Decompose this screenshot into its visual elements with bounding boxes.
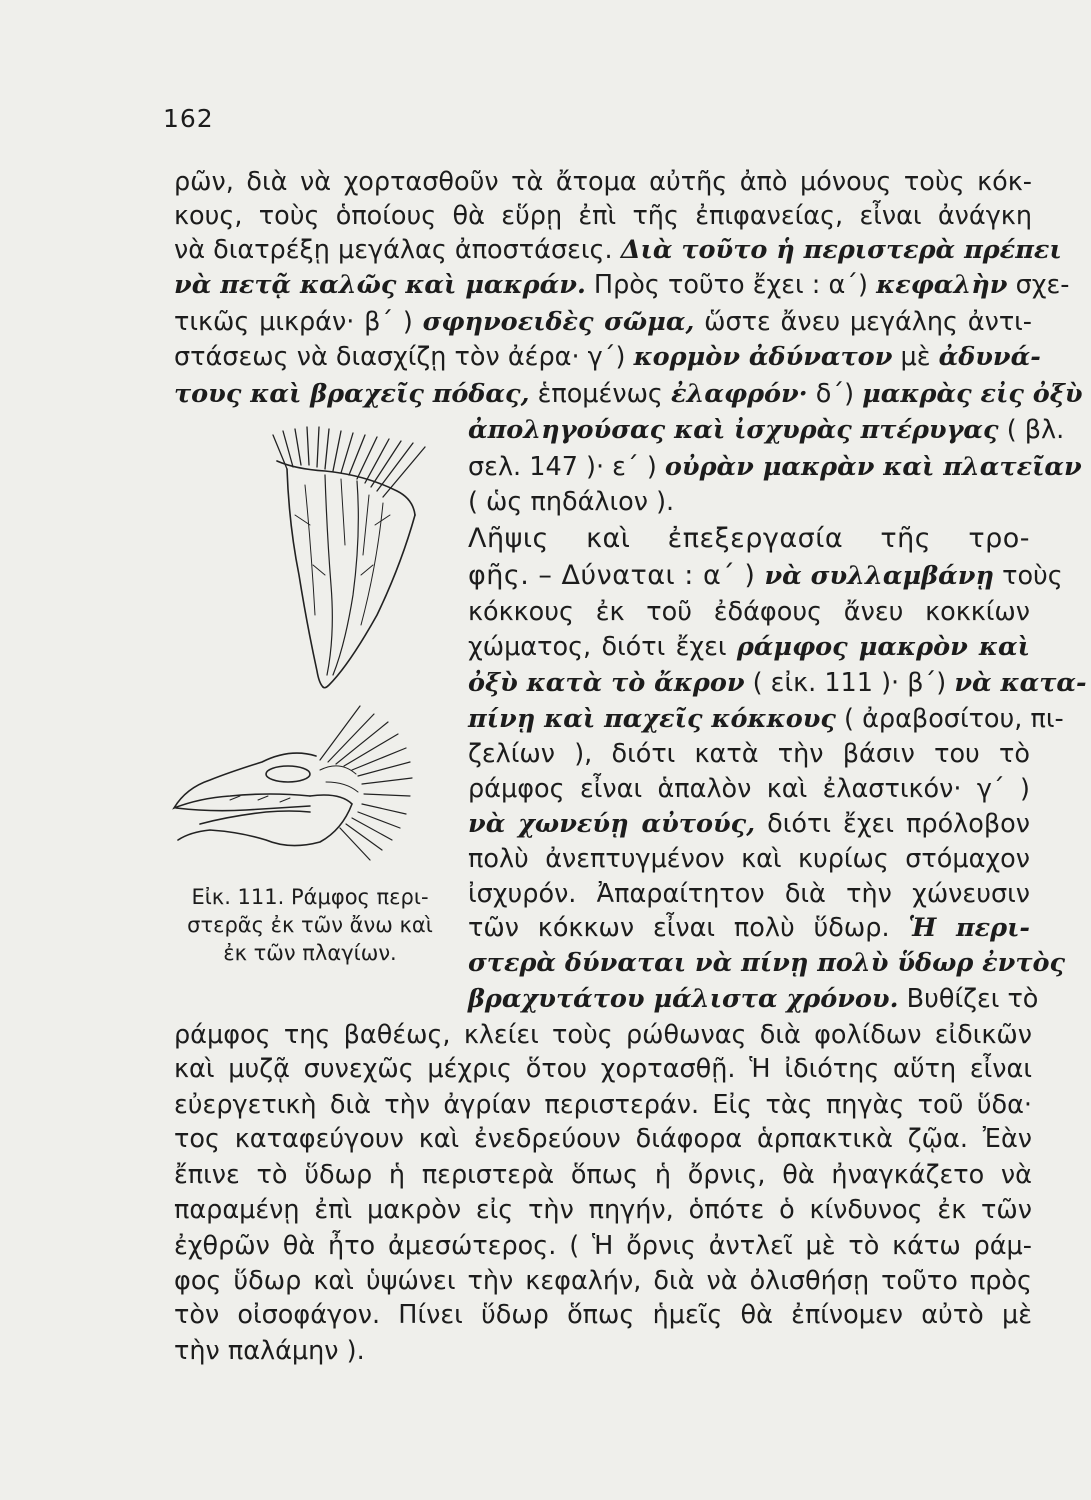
text-line: ράμφος εἶναι ἁπαλὸν καὶ ἐλαστικόν· γ΄ ) (468, 774, 1030, 804)
text-line: ( ὡς πηδάλιον ). (468, 487, 675, 517)
text-line: ἰσχυρόν. Ἀπαραίτητον διὰ τὴν χώνευσιν (468, 879, 1030, 909)
text-line: παραμένῃ ἐπὶ μακρὸν εἰς τὴν πηγήν, ὁπότε ὁ κίνδυνος ἐκ τῶν (174, 1195, 1032, 1225)
text-line: τὸν οἰσοφάγον. Πίνει ὕδωρ ὅπως ἡμεῖς θὰ ἐπίνομεν αὐτὸ μὲ (174, 1300, 1032, 1330)
beak-side-view-illustration (170, 700, 450, 870)
text-line: ἐχθρῶν θὰ ἦτο ἀμεσώτερος. ( Ἡ ὄρνις ἀντλεῖ μὲ τὸ κάτω ράμ- (174, 1231, 1032, 1261)
figure-caption: στερᾶς ἐκ τῶν ἄνω καὶ (187, 913, 433, 937)
text-line: τὴν παλάμην ). (174, 1336, 365, 1366)
text-line: πολὺ ἀνεπτυγμένον καὶ κυρίως στόμαχον (468, 844, 1030, 874)
text-line: φῆς. – Δύναται : α΄ ) νὰ συλλαμβάνῃ τοὺς (468, 560, 1063, 591)
text-line: ἀποληγούσας καὶ ἰσχυρὰς πτέρυγας ( βλ. (468, 415, 1065, 445)
figure-caption: ἐκ τῶν πλαγίων. (223, 941, 397, 965)
text-line: ὀξὺ κατὰ τὸ ἄκρον ( εἰκ. 111 )· β΄) νὰ κατα- (468, 668, 1087, 698)
text-line: πίνῃ καὶ παχεῖς κόκκους ( ἀραβοσίτου, πι- (468, 704, 1064, 734)
text-line: βραχυτάτου μάλιστα χρόνου. Βυθίζει τὸ (468, 984, 1039, 1014)
text-line: φος ὕδωρ καὶ ὑψώνει τὴν κεφαλήν, διὰ νὰ ὀλισθήσῃ τοῦτο πρὸς (174, 1266, 1032, 1296)
text-line: ἔπινε τὸ ὕδωρ ἡ περιστερὰ ὅπως ἡ ὄρνις, θὰ ἠναγκάζετο νὰ (174, 1160, 1032, 1190)
text-line: εὐεργετικὴ διὰ τὴν ἀγρίαν περιστεράν. Εἰς τὰς πηγὰς τοῦ ὕδα· (174, 1090, 1032, 1120)
text-line: τῶν κόκκων εἶναι πολὺ ὕδωρ. Ἡ περι- (468, 913, 1030, 943)
text-line: νὰ διατρέξῃ μεγάλας ἀποστάσεις. Διὰ τοῦτο ἡ περιστερὰ πρέπει (174, 235, 1062, 265)
text-line: χώματος, διότι ἔχει ράμφος μακρὸν καὶ (468, 632, 1030, 662)
figure-caption: Εἰκ. 111. Ράμφος περι- (191, 885, 429, 909)
text-line: καὶ μυζᾷ συνεχῶς μέχρις ὅτου χορτασθῇ. Ἡ ἰδιότης αὕτη εἶναι (174, 1054, 1032, 1084)
text-line: ράμφος της βαθέως, κλείει τοὺς ρώθωνας διὰ φολίδων εἰδικῶν (174, 1020, 1032, 1050)
text-line: ρῶν, διὰ νὰ χορτασθοῦν τὰ ἄτομα αὐτῆς ἀπὸ μόνους τοὺς κόκ- (174, 167, 1032, 197)
text-line: σελ. 147 )· ε΄ ) οὐρὰν μακρὰν καὶ πλατεῖαν (468, 452, 1082, 482)
text-line: τους καὶ βραχεῖς πόδας, ἑπομένως ἐλαφρόν· δ΄) μακρὰς εἰς ὀξὺ (174, 379, 1083, 409)
text-line: κόκκους ἐκ τοῦ ἐδάφους ἄνευ κοκκίων (468, 597, 1030, 627)
text-line: κους, τοὺς ὁποίους θὰ εὕρῃ ἐπὶ τῆς ἐπιφανείας, εἶναι ἀνάγκη (174, 201, 1032, 231)
text-line: νὰ πετᾷ καλῶς καὶ μακράν. Πρὸς τοῦτο ἔχει : α΄) κεφαλὴν σχε- (174, 270, 1070, 300)
text-line: τικῶς μικράν· β΄ ) σφηνοειδὲς σῶμα, ὥστε ἄνευ μεγάλης ἀντι- (174, 307, 1033, 337)
text-line: ζελίων ), διότι κατὰ τὴν βάσιν του τὸ (468, 739, 1030, 769)
text-line: νὰ χωνεύῃ αὐτούς, διότι ἔχει πρόλοβον (468, 809, 1030, 839)
section-heading: Λῆψις καὶ ἐπεξεργασία τῆς τρο- (468, 523, 1030, 554)
text-line: στάσεως νὰ διασχίζῃ τὸν ἀέρα· γ΄) κορμὸν ἀδύνατον μὲ ἀδυνά- (174, 342, 1041, 372)
beak-top-view-illustration (265, 425, 455, 695)
text-line: στερὰ δύναται νὰ πίνῃ πολὺ ὕδωρ ἐντὸς (468, 948, 1066, 978)
text-line: τος καταφεύγουν καὶ ἐνεδρεύουν διάφορα ἁρπακτικὰ ζῷα. Ἐὰν (174, 1124, 1032, 1154)
page-number: 162 (163, 104, 214, 133)
